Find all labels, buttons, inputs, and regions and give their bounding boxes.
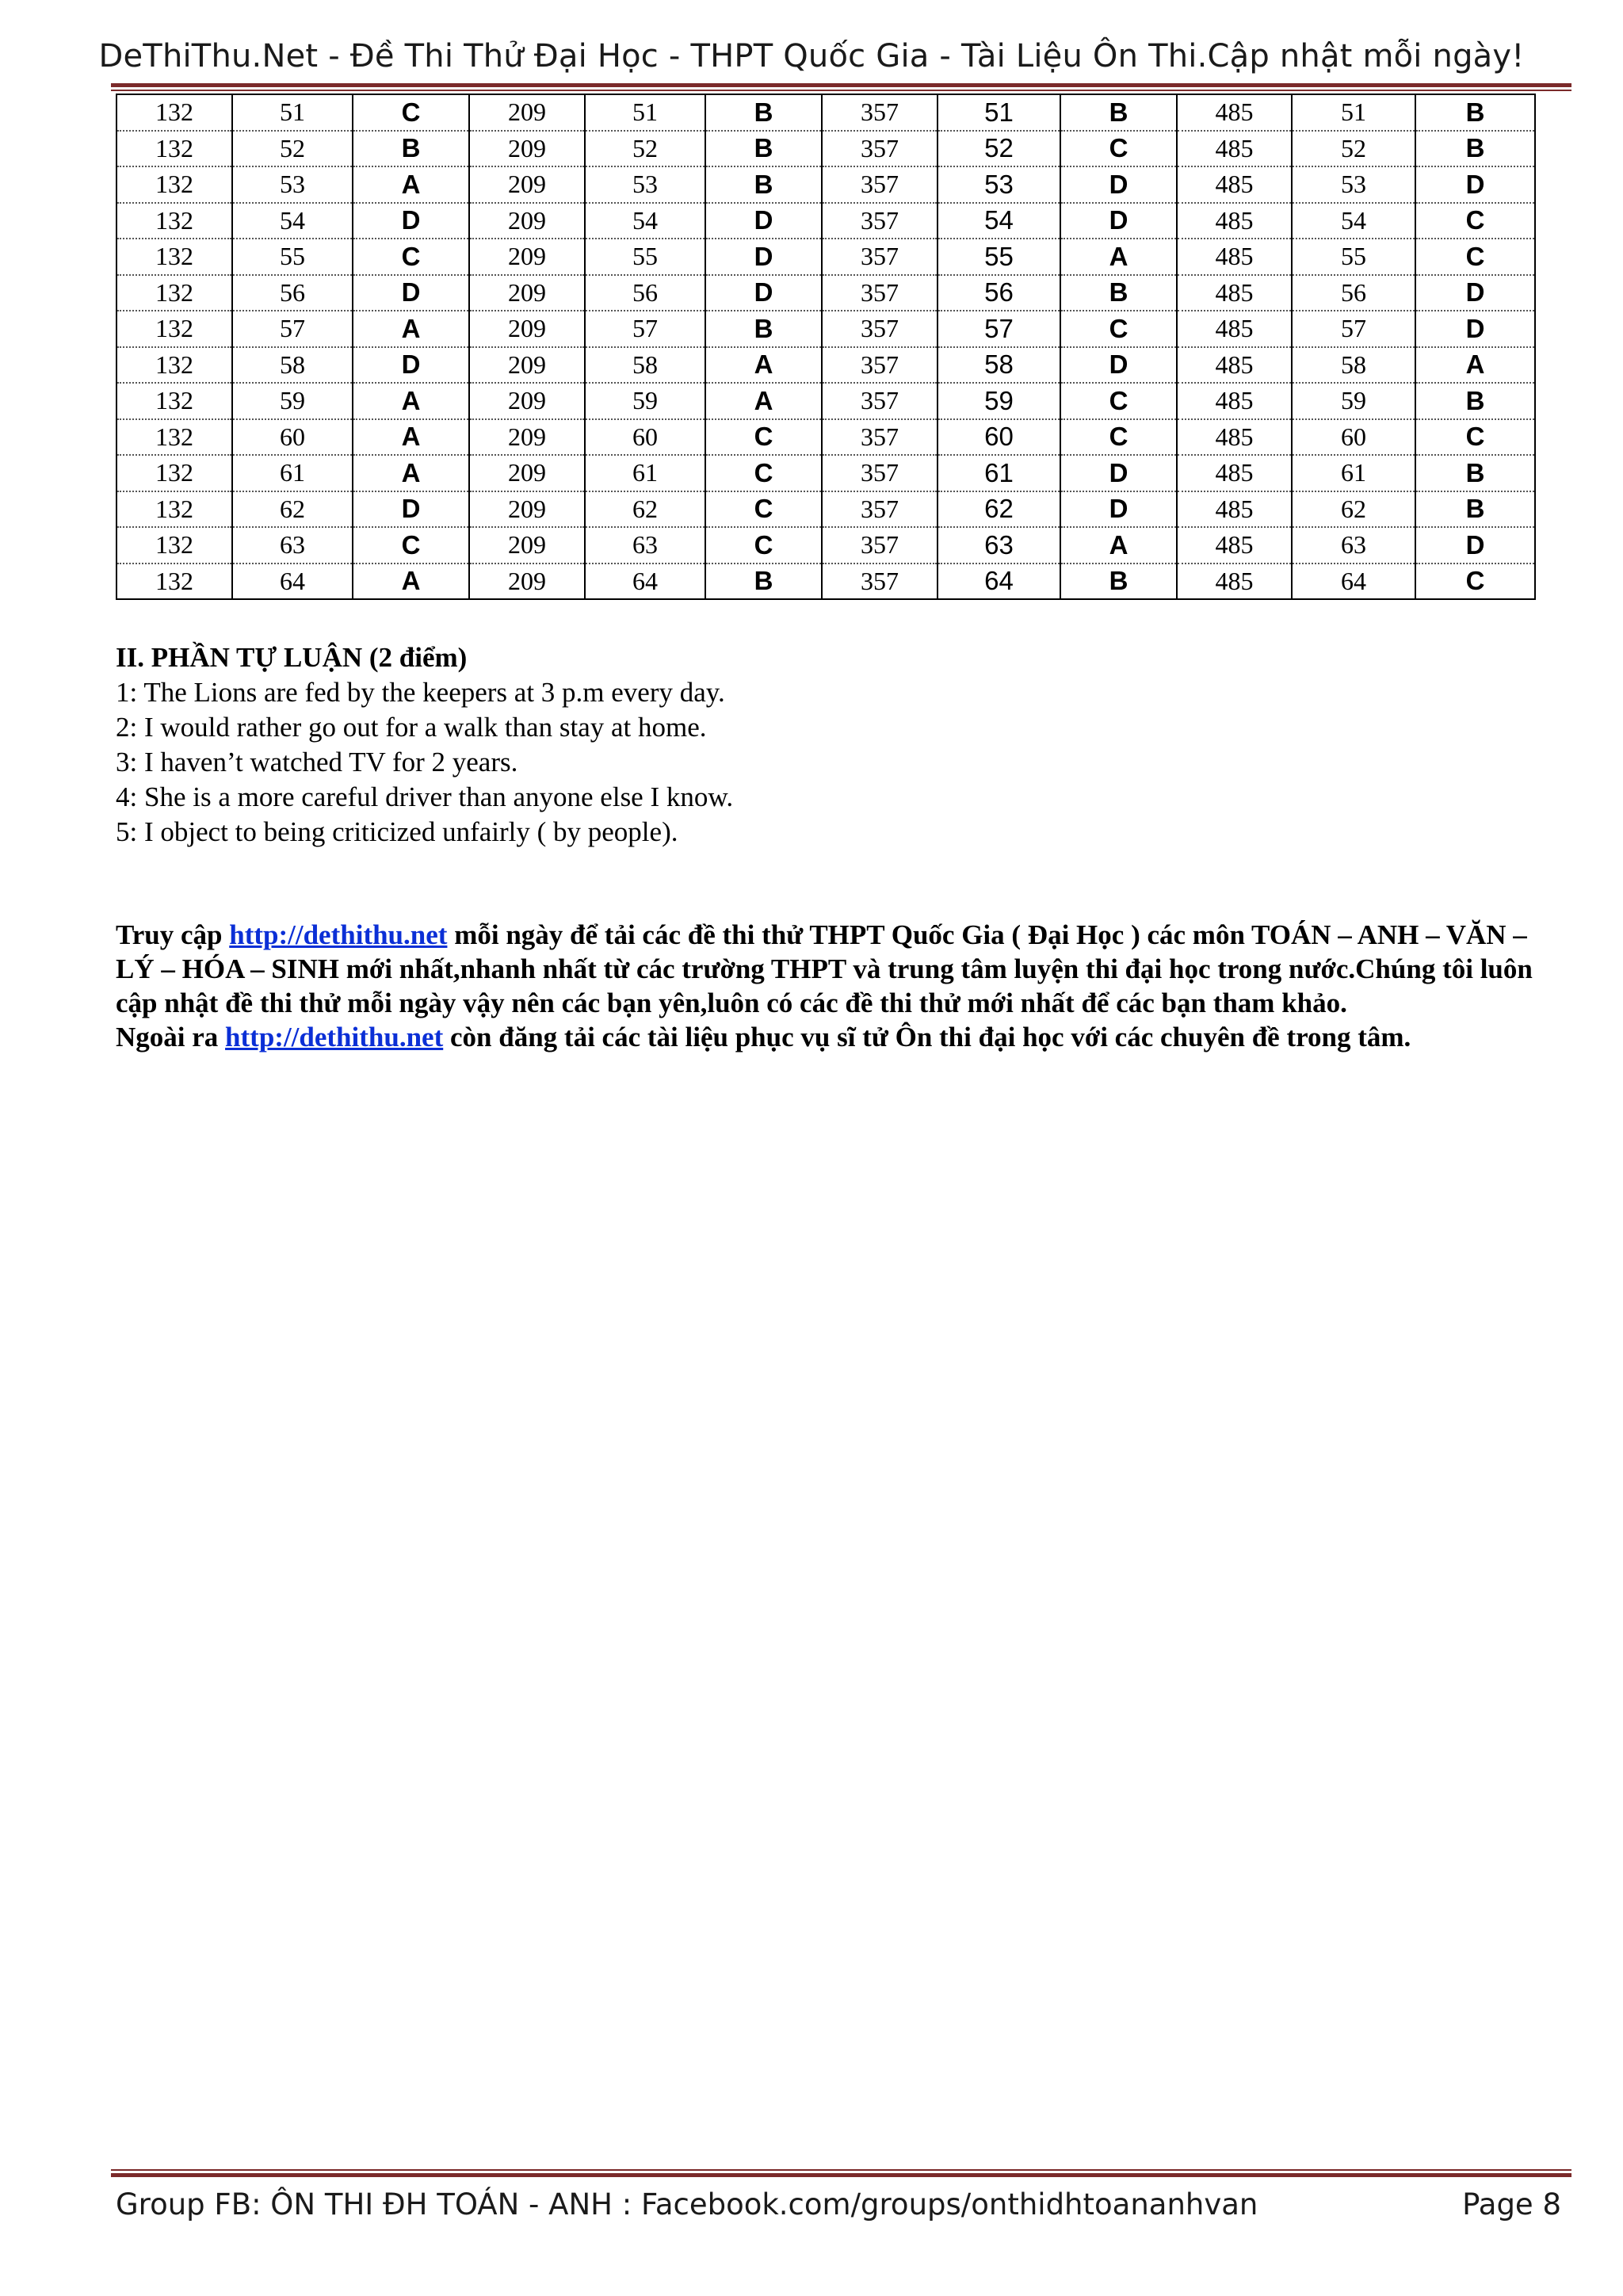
exam-code-cell: 132: [116, 563, 232, 600]
answer-cell: C: [353, 94, 469, 131]
exam-code-cell: 357: [822, 491, 938, 528]
question-number-cell: 53: [232, 166, 353, 203]
question-number-cell: 55: [938, 239, 1060, 275]
question-number-cell: 53: [938, 166, 1060, 203]
page-number: Page 8: [1462, 2187, 1561, 2222]
exam-code-cell: 132: [116, 203, 232, 239]
exam-code-cell: 132: [116, 166, 232, 203]
exam-code-cell: 132: [116, 527, 232, 563]
answer-cell: B: [1415, 94, 1535, 131]
exam-code-cell: 209: [469, 491, 585, 528]
answer-cell: D: [705, 239, 822, 275]
exam-code-cell: 357: [822, 563, 938, 600]
exam-code-cell: 485: [1177, 347, 1292, 384]
answer-cell: D: [1415, 275, 1535, 311]
question-number-cell: 52: [1292, 131, 1415, 167]
exam-code-cell: 209: [469, 203, 585, 239]
answer-cell: B: [1060, 275, 1177, 311]
question-number-cell: 54: [585, 203, 705, 239]
question-number-cell: 60: [232, 419, 353, 456]
exam-code-cell: 132: [116, 239, 232, 275]
answer-cell: A: [353, 311, 469, 347]
question-number-cell: 56: [1292, 275, 1415, 311]
question-number-cell: 63: [938, 527, 1060, 563]
header-rule-thick: [111, 83, 1571, 87]
essay-heading: II. PHẦN TỰ LUẬN (2 điểm): [116, 642, 468, 673]
footer-rule-thin: [111, 2169, 1571, 2171]
exam-code-cell: 485: [1177, 383, 1292, 419]
answer-cell: D: [353, 347, 469, 384]
question-number-cell: 63: [232, 527, 353, 563]
question-number-cell: 51: [585, 94, 705, 131]
exam-code-cell: 132: [116, 347, 232, 384]
answer-cell: D: [1415, 311, 1535, 347]
table-row: [116, 239, 1535, 275]
question-number-cell: 62: [585, 491, 705, 528]
question-number-cell: 54: [232, 203, 353, 239]
promo-text: còn đăng tải các tài liệu phục vụ sĩ tử Ôn thi đại học với các chuyên đề trong tâm.: [443, 1022, 1411, 1052]
exam-code-cell: 485: [1177, 311, 1292, 347]
exam-code-cell: 357: [822, 131, 938, 167]
answer-cell: C: [1060, 383, 1177, 419]
question-number-cell: 55: [1292, 239, 1415, 275]
question-number-cell: 58: [232, 347, 353, 384]
answer-cell: B: [705, 94, 822, 131]
answer-cell: D: [1060, 455, 1177, 491]
question-number-cell: 62: [232, 491, 353, 528]
answer-key-body: [116, 94, 1535, 599]
answer-cell: B: [705, 311, 822, 347]
answer-cell: B: [705, 563, 822, 600]
answer-cell: B: [1060, 94, 1177, 131]
question-number-cell: 53: [1292, 166, 1415, 203]
question-number-cell: 60: [1292, 419, 1415, 456]
exam-code-cell: 209: [469, 94, 585, 131]
exam-code-cell: 357: [822, 239, 938, 275]
table-row: [116, 419, 1535, 456]
answer-cell: B: [1415, 455, 1535, 491]
table-row: [116, 527, 1535, 563]
answer-cell: A: [353, 383, 469, 419]
answer-cell: B: [1060, 563, 1177, 600]
answer-cell: A: [353, 455, 469, 491]
table-row: [116, 311, 1535, 347]
exam-code-cell: 209: [469, 527, 585, 563]
question-number-cell: 52: [232, 131, 353, 167]
exam-code-cell: 485: [1177, 455, 1292, 491]
exam-code-cell: 485: [1177, 491, 1292, 528]
header-rule-thin: [111, 90, 1571, 91]
answer-cell: C: [353, 527, 469, 563]
exam-code-cell: 209: [469, 275, 585, 311]
question-number-cell: 51: [938, 94, 1060, 131]
exam-code-cell: 132: [116, 455, 232, 491]
question-number-cell: 59: [232, 383, 353, 419]
exam-code-cell: 132: [116, 275, 232, 311]
answer-cell: D: [1415, 527, 1535, 563]
table-row: [116, 166, 1535, 203]
exam-code-cell: 357: [822, 455, 938, 491]
exam-code-cell: 209: [469, 347, 585, 384]
exam-code-cell: 485: [1177, 131, 1292, 167]
question-number-cell: 59: [585, 383, 705, 419]
exam-code-cell: 209: [469, 131, 585, 167]
question-number-cell: 58: [938, 347, 1060, 384]
question-number-cell: 61: [585, 455, 705, 491]
answer-cell: D: [1415, 166, 1535, 203]
essay-line: 4: She is a more careful driver than anyone else I know.: [116, 781, 734, 812]
promo-paragraph-1: [116, 918, 1566, 1020]
answer-cell: C: [1415, 239, 1535, 275]
essay-line: 5: I object to being criticized unfairly ( by people).: [116, 816, 678, 847]
page-header-title: DeThiThu.Net - Đề Thi Thử Đại Học - THPT Quốc Gia - Tài Liệu Ôn Thi.Cập nhật mỗi ngày!: [98, 38, 1525, 74]
question-number-cell: 56: [585, 275, 705, 311]
dethithu-link[interactable]: http://dethithu.net: [225, 1022, 444, 1052]
answer-cell: A: [353, 563, 469, 600]
question-number-cell: 55: [232, 239, 353, 275]
answer-cell: C: [353, 239, 469, 275]
answer-cell: C: [1060, 131, 1177, 167]
promo-prefix: Ngoài ra: [116, 1022, 226, 1052]
question-number-cell: 63: [1292, 527, 1415, 563]
answer-cell: D: [705, 275, 822, 311]
table-row: [116, 563, 1535, 600]
answer-cell: A: [1415, 347, 1535, 384]
answer-cell: C: [1415, 563, 1535, 600]
question-number-cell: 51: [1292, 94, 1415, 131]
exam-code-cell: 357: [822, 527, 938, 563]
question-number-cell: 64: [938, 563, 1060, 600]
question-number-cell: 63: [585, 527, 705, 563]
exam-code-cell: 485: [1177, 563, 1292, 600]
exam-code-cell: 209: [469, 239, 585, 275]
answer-cell: C: [705, 419, 822, 456]
table-row: [116, 455, 1535, 491]
exam-code-cell: 357: [822, 383, 938, 419]
answer-cell: B: [705, 166, 822, 203]
table-row: [116, 491, 1535, 528]
answer-cell: C: [1060, 311, 1177, 347]
exam-code-cell: 357: [822, 94, 938, 131]
table-row: [116, 347, 1535, 384]
answer-cell: B: [1415, 383, 1535, 419]
answer-cell: B: [1415, 131, 1535, 167]
table-row: [116, 94, 1535, 131]
exam-code-cell: 209: [469, 166, 585, 203]
exam-code-cell: 485: [1177, 239, 1292, 275]
exam-code-cell: 132: [116, 419, 232, 456]
answer-cell: C: [1415, 203, 1535, 239]
footer-group-link: Group FB: ÔN THI ĐH TOÁN - ANH : Facebook.com/groups/onthidhtoananhvan: [116, 2187, 1258, 2222]
exam-code-cell: 357: [822, 275, 938, 311]
answer-cell: C: [1060, 419, 1177, 456]
answer-cell: D: [353, 203, 469, 239]
promo-section: [116, 918, 1566, 1054]
answer-cell: A: [353, 166, 469, 203]
essay-line: 3: I haven’t watched TV for 2 years.: [116, 747, 518, 777]
answer-cell: D: [353, 275, 469, 311]
question-number-cell: 54: [938, 203, 1060, 239]
answer-cell: D: [1060, 203, 1177, 239]
question-number-cell: 61: [232, 455, 353, 491]
essay-line: 2: I would rather go out for a walk than stay at home.: [116, 712, 707, 743]
exam-code-cell: 485: [1177, 166, 1292, 203]
table-row: [116, 275, 1535, 311]
question-number-cell: 60: [938, 419, 1060, 456]
exam-code-cell: 357: [822, 311, 938, 347]
answer-cell: B: [353, 131, 469, 167]
question-number-cell: 56: [232, 275, 353, 311]
answer-cell: A: [1060, 239, 1177, 275]
question-number-cell: 60: [585, 419, 705, 456]
essay-section: [116, 640, 733, 850]
answer-cell: C: [705, 455, 822, 491]
answer-cell: A: [353, 419, 469, 456]
question-number-cell: 53: [585, 166, 705, 203]
question-number-cell: 51: [232, 94, 353, 131]
answer-cell: D: [353, 491, 469, 528]
answer-cell: C: [705, 491, 822, 528]
exam-code-cell: 209: [469, 455, 585, 491]
question-number-cell: 58: [1292, 347, 1415, 384]
answer-cell: D: [1060, 166, 1177, 203]
answer-key-table: [116, 94, 1536, 600]
question-number-cell: 61: [1292, 455, 1415, 491]
question-number-cell: 57: [1292, 311, 1415, 347]
question-number-cell: 64: [232, 563, 353, 600]
question-number-cell: 52: [938, 131, 1060, 167]
table-row: [116, 131, 1535, 167]
exam-code-cell: 357: [822, 347, 938, 384]
question-number-cell: 54: [1292, 203, 1415, 239]
exam-code-cell: 132: [116, 94, 232, 131]
question-number-cell: 57: [232, 311, 353, 347]
answer-cell: B: [705, 131, 822, 167]
question-number-cell: 55: [585, 239, 705, 275]
answer-cell: A: [705, 383, 822, 419]
essay-line: 1: The Lions are fed by the keepers at 3 p.m every day.: [116, 677, 725, 708]
exam-code-cell: 357: [822, 203, 938, 239]
exam-code-cell: 209: [469, 563, 585, 600]
exam-code-cell: 132: [116, 383, 232, 419]
answer-cell: D: [705, 203, 822, 239]
question-number-cell: 64: [1292, 563, 1415, 600]
exam-code-cell: 132: [116, 131, 232, 167]
exam-code-cell: 209: [469, 419, 585, 456]
table-row: [116, 203, 1535, 239]
question-number-cell: 57: [585, 311, 705, 347]
answer-cell: A: [705, 347, 822, 384]
exam-code-cell: 485: [1177, 527, 1292, 563]
answer-cell: B: [1415, 491, 1535, 528]
dethithu-link[interactable]: http://dethithu.net: [229, 919, 448, 950]
promo-prefix: Truy cập: [116, 919, 230, 950]
question-number-cell: 62: [1292, 491, 1415, 528]
table-row: [116, 383, 1535, 419]
question-number-cell: 61: [938, 455, 1060, 491]
answer-cell: C: [705, 527, 822, 563]
exam-code-cell: 485: [1177, 203, 1292, 239]
answer-cell: C: [1415, 419, 1535, 456]
footer-rule-thick: [111, 2173, 1571, 2177]
question-number-cell: 59: [1292, 383, 1415, 419]
exam-code-cell: 485: [1177, 419, 1292, 456]
promo-paragraph-2: [116, 1020, 1566, 1054]
exam-code-cell: 485: [1177, 275, 1292, 311]
question-number-cell: 52: [585, 131, 705, 167]
answer-cell: D: [1060, 347, 1177, 384]
exam-code-cell: 132: [116, 311, 232, 347]
exam-code-cell: 485: [1177, 94, 1292, 131]
answer-cell: A: [1060, 527, 1177, 563]
exam-code-cell: 209: [469, 311, 585, 347]
answer-cell: D: [1060, 491, 1177, 528]
question-number-cell: 57: [938, 311, 1060, 347]
question-number-cell: 58: [585, 347, 705, 384]
promo-text: mỗi ngày để tải các đề thi thử THPT Quốc Gia ( Đại Học ) các môn TOÁN – ANH – VĂN – LÝ – HÓA – SINH mới nhất,nhanh nhất từ các trường THPT và trung tâm luyện thi đại học trong nước.Chúng tôi luôn cập nhật đề thi thử mỗi ngày vậy nên các bạn yên,luôn có các đề thi thử mới nhất để các bạn tham khảo.: [116, 919, 1533, 1018]
exam-code-cell: 209: [469, 383, 585, 419]
question-number-cell: 56: [938, 275, 1060, 311]
exam-code-cell: 132: [116, 491, 232, 528]
question-number-cell: 62: [938, 491, 1060, 528]
exam-code-cell: 357: [822, 166, 938, 203]
exam-code-cell: 357: [822, 419, 938, 456]
question-number-cell: 59: [938, 383, 1060, 419]
question-number-cell: 64: [585, 563, 705, 600]
